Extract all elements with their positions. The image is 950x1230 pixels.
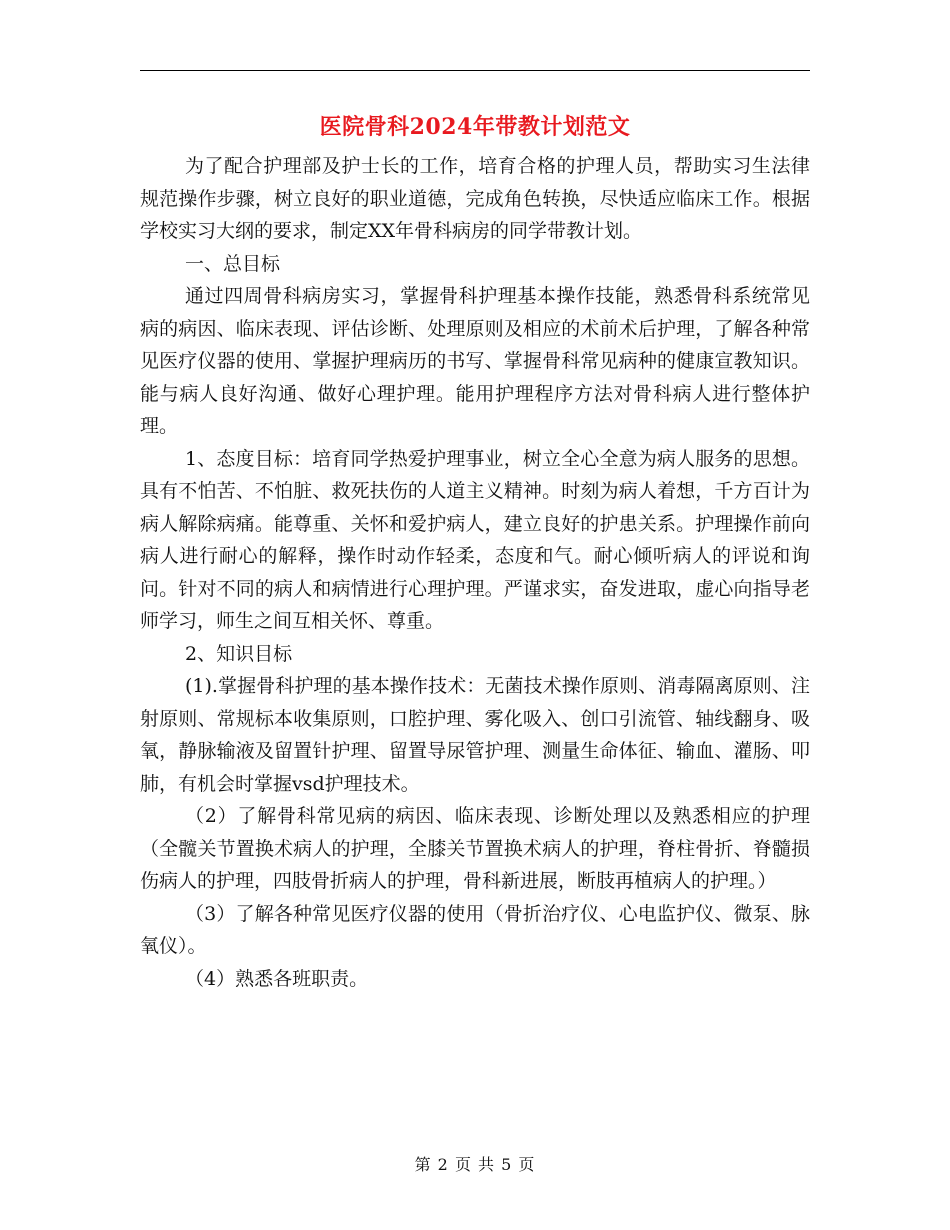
knowledge-item-1: (1).掌握骨科护理的基本操作技术：无菌技术操作原则、消毒隔离原则、注射原则、常规标本收集原则，口腔护理、雾化吸入、创口引流管、轴线翻身、吸氧，静脉输液及留置针护理、留置导尿管护理、测量生命体征、输血、灌肠、叩肺，有机会时掌握vsd护理技术。 (140, 675, 810, 795)
intro-paragraph: 为了配合护理部及护士长的工作，培育合格的护理人员，帮助实习生法律规范操作步骤，树立良好的职业道德，完成角色转换，尽快适应临床工作。根据学校实习大纲的要求，制定XX年骨科病房的同学带教计划。 (140, 155, 810, 242)
header-rule (140, 70, 810, 71)
document-title: 医院骨科2024年带教计划范文 (319, 114, 631, 140)
overall-goal-paragraph: 通过四周骨科病房实习，掌握骨科护理基本操作技能，熟悉骨科系统常见病的病因、临床表现、评估诊断、处理原则及相应的术前术后护理，了解各种常见医疗仪器的使用、掌握护理病历的书写、掌握骨科常见病种的健康宣教知识。能与病人良好沟通、做好心理护理。能用护理程序方法对骨科病人进行整体护理。 (140, 285, 810, 437)
attitude-goal-paragraph: 1、态度目标：培育同学热爱护理事业，树立全心全意为病人服务的思想。具有不怕苦、不怕脏、救死扶伤的人道主义精神。时刻为病人着想，千方百计为病人解除病痛。能尊重、关怀和爱护病人，建立良好的护患关系。护理操作前向病人进行耐心的解释，操作时动作轻柔，态度和气。耐心倾听病人的评说和询问。针对不同的病人和病情进行心理护理。严谨求实，奋发进取，虚心向指导老师学习，师生之间互相关怀、尊重。 (140, 447, 810, 632)
page-footer: 第 2 页 共 5 页 (414, 1155, 536, 1174)
section-heading-overall-goal: 一、总目标 (185, 252, 281, 275)
document-body (140, 150, 810, 995)
knowledge-item-4: （4）熟悉各班职责。 (185, 967, 369, 990)
knowledge-item-2: （2）了解骨科常见病的病因、临床表现、诊断处理以及熟悉相应的护理（全髋关节置换术病人的护理，全膝关节置换术病人的护理，脊柱骨折、脊髓损伤病人的护理，四肢骨折病人的护理，骨科新进展，断肢再植病人的护理。） (140, 805, 810, 892)
section-heading-knowledge-goal: 2、知识目标 (185, 642, 293, 665)
knowledge-item-3: （3）了解各种常见医疗仪器的使用（骨折治疗仪、心电监护仪、微泵、脉氧仪）。 (140, 902, 810, 957)
